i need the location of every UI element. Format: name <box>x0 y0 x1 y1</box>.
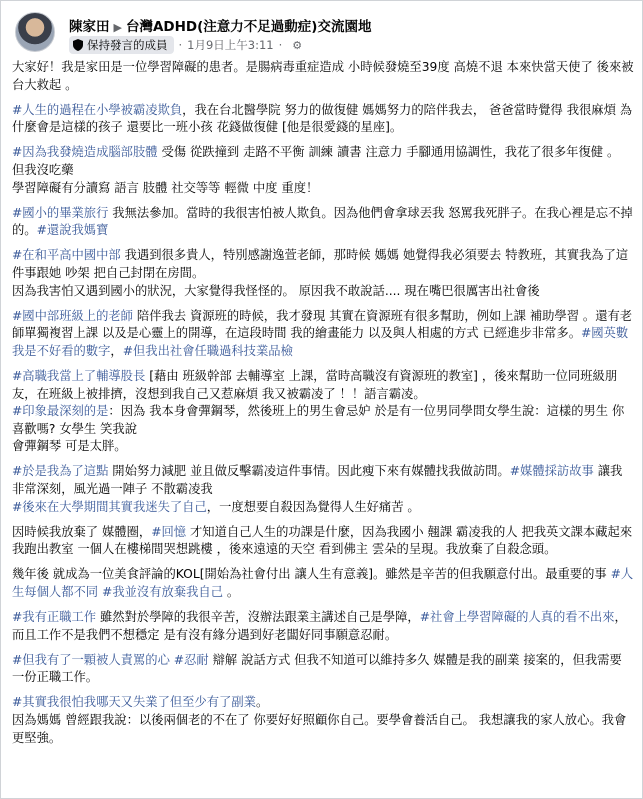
post-paragraph <box>12 652 634 687</box>
post-text: 學習障礙有分讀寫 語言 肢體 社交等等 輕微 中度 重度！ <box>12 180 319 195</box>
post-text: 幾年後 就成為一位美食評論的KOL[開始為社會付出 讓人生有意義]。雖然是辛苦的但我願意付出。最重要的事 <box>12 567 611 582</box>
hashtag-link[interactable]: #回憶 <box>151 524 187 539</box>
post-text: 我遇到很多貴人，特別感謝逸萱老師，那時候 媽媽 她覺得我必須要去 特教班，其實我為了這件事跟她 吵架 把自己封閉在房間。 <box>12 248 629 280</box>
hashtag-link[interactable]: #因為我發燒造成腦部肢體 <box>12 145 158 160</box>
author-line <box>69 15 371 35</box>
post-timestamp[interactable]: 1月9日上午3:11 <box>187 38 274 52</box>
post-text: 會彈鋼琴 可是太胖。 <box>12 439 127 454</box>
post-paragraph <box>12 524 634 559</box>
hashtag-link[interactable]: #但我出社會任職過科技業品檢 <box>122 343 293 358</box>
hashtag-link[interactable]: #國中部班級上的老師 <box>12 308 133 323</box>
post-paragraph <box>12 59 634 94</box>
hashtag-link[interactable]: #人生的過程在小學被霸凌欺負 <box>12 102 183 117</box>
post-text: 大家好！我是家田是一位學習障礙的患者。是腸病毒重症造成 小時候發燒至39度 高燒不退 本來快當天使了 後來被 台大救起 。 <box>12 60 634 92</box>
member-badge[interactable] <box>69 36 174 54</box>
hashtag-link[interactable]: #國小的畢業旅行 <box>12 205 109 220</box>
post-body <box>12 59 634 755</box>
post-text: 因時候我放棄了 媒體圈， <box>12 524 152 539</box>
post-text: 受傷 從跌撞到 走路不平衡 訓練 讀書 注意力 手腳通用協調性，我花了很多年復健 。 但我沒吃藥 <box>12 145 620 177</box>
post-paragraph <box>12 247 634 300</box>
post-paragraph <box>12 368 634 456</box>
post-header <box>11 9 632 57</box>
post-text: ，我在台北醫學院 努力的做復健 媽媽努力的陪伴我去， 爸爸當時覺得 我很麻煩 為什麼會是這樣的孩子 還要比一班小孩 花錢做復健 [他是很愛錢的星座]。 <box>12 102 633 135</box>
avatar[interactable] <box>15 12 55 52</box>
post-text: ，而且工作不是我們不想穩定 是有沒有緣分遇到好老闆好同事願意忍耐。 <box>12 610 627 642</box>
hashtag-link[interactable]: #於是我為了這點 <box>12 464 109 479</box>
post-paragraph <box>12 102 634 137</box>
hashtag-link[interactable]: #我並沒有放棄我自己 <box>102 584 223 599</box>
post-text: 。 <box>255 695 269 710</box>
post-text: ， <box>110 343 123 358</box>
post-paragraph <box>12 144 634 197</box>
hashtag-link[interactable]: #社會上學習障礙的人真的看不出來 <box>419 610 615 625</box>
hashtag-link[interactable]: #高職我當上了輔導股長 <box>12 368 146 383</box>
separator-dot: · <box>178 38 183 52</box>
hashtag-link[interactable]: #還說我媽寶 <box>36 223 109 238</box>
hashtag-link[interactable]: #人生每個人都不同 <box>12 567 634 599</box>
post-paragraph <box>12 694 634 747</box>
author-name[interactable]: 陳家田 <box>69 19 110 35</box>
post-text: 雖然對於學障的我很辛苦，沒辦法跟業主講述自己是學障， <box>96 610 420 625</box>
post-text: ：因為 我本身會彈鋼琴，然後班上的男生會忌妒 於是有一位男同學問女學生說：這樣的男生 你喜歡嗎? 女學生 笑我說 <box>12 404 625 436</box>
post-text: 陪伴我去 資源班的時候，我才發現 其實在資源班有很多幫助，例如上課 補助學習 。還有老師單獨複習上課 以及是心靈上的開導，在這段時間 我的繪畫能力 以及與人相處的方式 已經進步非常多。 <box>12 308 633 341</box>
hashtag-link[interactable]: #國英數我是不好看的數字 <box>12 326 629 358</box>
member-badge-label: 保持發言的成員 <box>87 38 168 52</box>
hashtag-link[interactable]: #但我有了一顆被人責罵的心 <box>12 652 170 667</box>
arrow-right-icon: ▶ <box>113 21 122 34</box>
post-text: ，一度想要自殺因為覺得人生好痛苦 。 <box>206 499 420 514</box>
post-text: 因為我害怕又遇到國小的狀況，大家覺得我怪怪的。 原因我不敢說話.... 現在嘴巴很厲害出社會後 <box>12 283 540 298</box>
hashtag-link[interactable]: #印象最深刻的是 <box>12 404 109 419</box>
hashtag-link[interactable]: #我有正職工作 <box>12 610 97 625</box>
hashtag-link[interactable]: #後來在大學期間其實我迷失了自己 <box>12 499 207 514</box>
post-paragraph <box>12 609 634 644</box>
shield-icon <box>73 39 83 51</box>
hashtag-link[interactable]: #媒體採訪故事 <box>509 464 594 479</box>
group-name[interactable]: 台灣ADHD(注意力不足過動症)交流園地 <box>125 19 372 35</box>
post-paragraph <box>12 463 634 516</box>
post-text: 。 <box>223 584 240 599</box>
post-text: [藉由 班級幹部 去輔導室 上課，當時高職沒有資源班的教室] ，後來幫助一位同班級朋友，在班級上被排擠，沒想到我自己又惹麻煩 我又被霸凌了 ！！語言霸凌。 <box>12 368 618 401</box>
post-paragraph <box>12 566 634 601</box>
post-text: 我無法參加。當時的我很害怕被人欺負。因為他們會拿球丟我 怒罵我死胖子。在我心裡是忘不掉的。 <box>12 205 633 238</box>
post-text: 因為媽媽 曾經跟我說：以後兩個老的不在了 你要好好照顧你自己。要學會養活自己。 我想讓我的家人放心。我會更堅強。 <box>12 713 627 745</box>
separator-dot: · <box>278 38 283 52</box>
post-text: 開始努力減肥 並且做反擊霸凌這件事情。因此瘦下來有媒體找我做訪問。 <box>108 464 510 479</box>
post-paragraph <box>12 205 634 240</box>
post-text: 讓我非常深刻，風光過一陣子 不散霸凌我 <box>12 464 623 496</box>
post-text: 才知道自己人生的功課是什麼，因為我國小 翹課 霸凌我的人 把我英文課本藏起來 我跑出教室 一個人在樓梯間哭想跳樓 ，後來遠遠的天空 看到佛主 雲朵的呈現。我放棄了自殺念頭。 <box>12 524 633 557</box>
hashtag-link[interactable]: #忍耐 <box>173 652 209 667</box>
post-paragraph <box>12 308 634 361</box>
hashtag-link[interactable]: #其實我很怕我哪天又失業了但至少有了副業 <box>12 695 256 710</box>
post-meta <box>69 36 302 54</box>
privacy-icon[interactable]: ⚙ <box>292 38 303 52</box>
hashtag-link[interactable]: #在和平高中國中部 <box>12 248 121 263</box>
post-text: 辯解 說話方式 但我不知道可以維持多久 媒體是我的副業 接案的，但我需要一份正職工作。 <box>12 652 622 685</box>
